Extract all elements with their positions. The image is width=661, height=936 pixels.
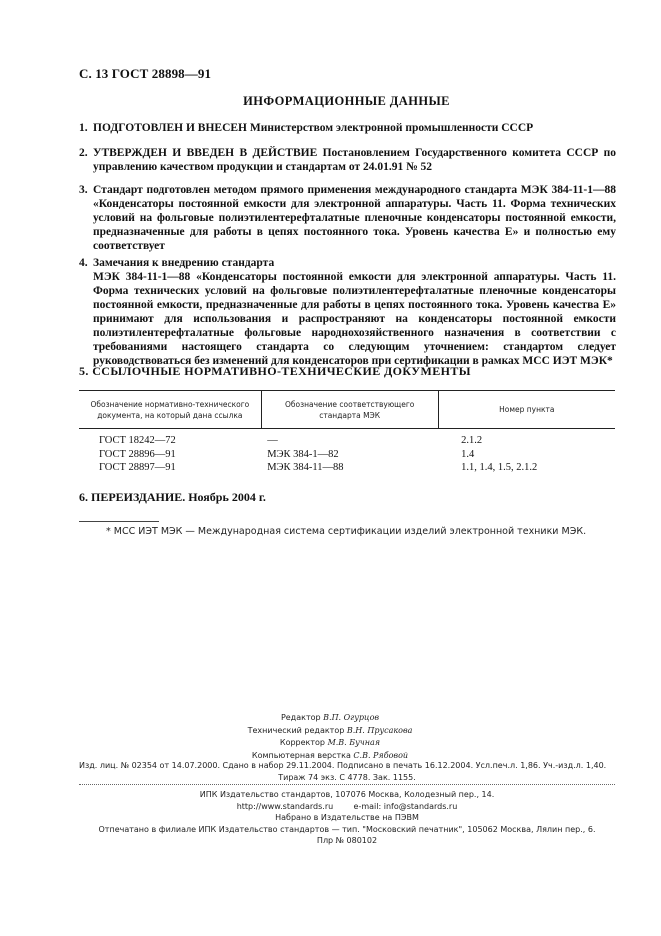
publisher-line: http://www.standards.ru e-mail: info@standards.ru [236,801,458,811]
credit-layout: Компьютерная верстка С.В. Рябовой [251,750,409,760]
imprint-line: Тираж 74 экз. С 4778. Зак. 1155. [278,773,416,782]
table-cell: 1.1, 1.4, 1.5, 2.1.2 [461,462,538,473]
separator [79,784,615,785]
credit-tech-editor: Технический редактор В.Н. Прусакова [247,725,413,735]
table-cell: ГОСТ 18242—72 [99,435,176,446]
item-1 [79,121,616,135]
item-4 [79,256,616,368]
column-header: Номер пункта [438,391,615,429]
item-lead: ПОДГОТОВЛЕН И ВНЕСЕН [93,122,247,134]
item-heading: ПЕРЕИЗДАНИЕ. Ноябрь 2004 г. [91,490,266,504]
item-number: 1. [79,122,88,134]
item-heading: Замечания к внедрению стандарта [93,257,275,269]
imprint-line: Изд. лиц. № 02354 от 14.07.2000. Сдано в набор 29.11.2004. Подписано в печать 16.12.2004. Усл.печ.л. 1,86. Уч.-изд.л. 1,40. [79,761,607,770]
credit-corrector: Корректор М.В. Бучная [279,738,381,747]
item-number: 2. [79,147,88,159]
table-cell: 1.4 [461,448,475,460]
item-number: 6. [79,490,88,504]
publisher-line: ИПК Издательство стандартов, 107076 Москва, Колодезный пер., 14. [199,790,495,799]
imprint-block [79,760,615,784]
credits-block [180,712,480,762]
table-row [79,429,615,448]
column-header: Обозначение нормативно-технического документа, на который дана ссылка [79,391,261,429]
item-text: Постановлением Государственного комитета СССР по управлению качеством продукции и стандартам от 24.01.91 № 52 [93,147,617,173]
item-6 [79,490,266,505]
item-number: 3. [79,184,88,196]
reference-table [79,390,615,475]
item-number: 5. [79,364,89,378]
table-row [79,448,615,462]
table-cell: ГОСТ 28896—91 [99,448,176,460]
publisher-block [79,789,615,847]
table-cell: 2.1.2 [461,435,483,446]
page-header: С. 13 ГОСТ 28898—91 [79,66,212,81]
publisher-line: Плр № 080102 [316,836,378,845]
item-text: Стандарт подготовлен методом прямого применения международного стандарта МЭК 384-11-1—88 «Конденсаторы постоянной емкости для электронной аппаратуры. Часть 11. Форма технических условий на фольговые полиэтилентерефталатные пленочные конденсаторы постоянной емкости, предназначенные для работы в цепях постоянного тока. Уровень качества Е» и полностью ему соответствует [93,184,616,252]
table-cell: МЭК 384-11—88 [267,462,344,473]
item-3 [79,183,616,253]
item-text: Министерством электронной промышленности СССР [249,122,534,134]
item-2 [79,146,616,174]
item-text: МЭК 384-11-1—88 «Конденсаторы постоянной емкости для электронной аппаратуры. Часть 11. Форма технических условий на фольговые полиэтилентерефталатные пленочные конденсаторы постоянной емкости, предназначенные для работы в цепях постоянного тока. Уровень качества Е» принимают для использования и распространяют на конденсаторы постоянной емкости полиэтилентерефталатные фольговые народнохозяйственного назначения в соответствии с требованиями настоящего стандарта со следующим уточнением: стандартом следует руководствоваться без изменений для конденсаторов при сертификации в рамках МСС ИЭТ МЭК* [93,271,616,367]
table-row [79,461,615,475]
publisher-line: Набрано в Издательстве на ПЭВМ [275,813,419,822]
section-title: ИНФОРМАЦИОННЫЕ ДАННЫЕ [243,94,450,108]
table-header-row [79,391,615,429]
table-cell: ГОСТ 28897—91 [99,462,176,473]
item-heading: ССЫЛОЧНЫЕ НОРМАТИВНО-ТЕХНИЧЕСКИЕ ДОКУМЕНТЫ [92,364,471,378]
table-cell: МЭК 384-1—82 [267,448,339,460]
publisher-line: Отпечатано в филиале ИПК Издательство стандартов — тип. "Московский печатник", 105062 Москва, Лялин пер., 6. [98,824,596,834]
item-5 [79,364,471,379]
footnote-rule [79,521,159,522]
column-header: Обозначение соответствующего стандарта МЭК [261,391,438,429]
item-number: 4. [79,257,88,269]
table-cell: — [267,435,278,446]
item-lead: УТВЕРЖДЕН И ВВЕДЕН В ДЕЙСТВИЕ [93,147,318,159]
credit-editor: Редактор В.П. Огурцов [280,713,380,722]
footnote: * МСС ИЭТ МЭК — Международная система сертификации изделий электронной техники МЭК. [106,526,587,537]
